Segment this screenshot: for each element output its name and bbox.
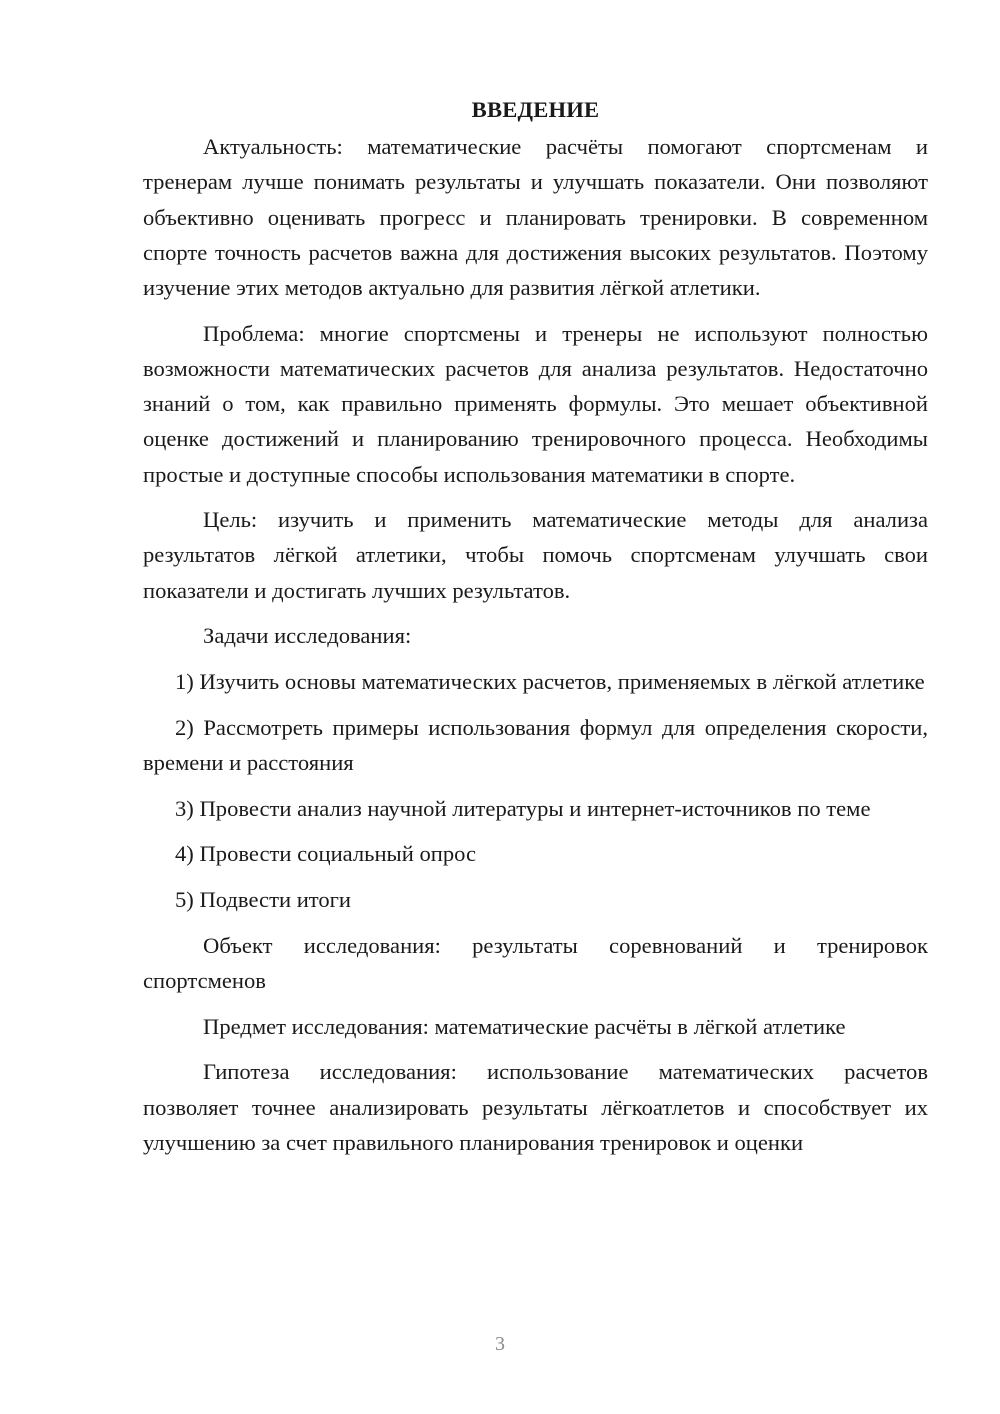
hypothesis-paragraph: Гипотеза исследования: использование математических расчетов позволяет точнее анализировать результаты лёгкоатлетов и способствует их улучшению за счет правильного планирования тренировок и оценки [143, 1059, 928, 1155]
tasks-list [143, 664, 928, 917]
tasks-heading: Задачи исследования: [203, 623, 412, 649]
document-page [143, 92, 928, 1170]
section-title: ВВЕДЕНИЕ [471, 97, 600, 122]
list-item: 3) Провести анализ научной литературы и интернет-источников по теме [175, 795, 871, 821]
list-item: 2) Рассмотреть примеры использования формул для определения скорости, времени и расстояния [143, 714, 928, 775]
list-item: 5) Подвести итоги [175, 887, 352, 913]
goal-paragraph: Цель: изучить и применить математические методы для анализа результатов лёгкой атлетики, чтобы помочь спортсменам улучшать свои показатели и достигать лучших результатов. [143, 507, 928, 603]
relevance-paragraph: Актуальность: математические расчёты помогают спортсменам и тренерам лучше понимать результаты и улучшать показатели. Они позволяют объективно оценивать прогресс и планировать тренировки. В современном спорте точность расчетов важна для достижения высоких результатов. Поэтому изучение этих методов актуально для развития лёгкой атлетики. [143, 134, 928, 301]
list-item: 1) Изучить основы математических расчетов, применяемых в лёгкой атлетике [175, 669, 925, 695]
problem-paragraph: Проблема: многие спортсмены и тренеры не используют полностью возможности математических расчетов для анализа результатов. Недостаточно знаний о том, как правильно применять формулы. Это мешает объективной оценке достижений и планированию тренировочного процесса. Необходимы простые и доступные способы использования математики в спорте. [143, 320, 928, 487]
list-item: 4) Провести социальный опрос [175, 841, 477, 867]
object-paragraph: Объект исследования: результаты соревнований и тренировок спортсменов [143, 932, 928, 993]
subject-paragraph: Предмет исследования: математические расчёты в лёгкой атлетике [203, 1013, 846, 1039]
page-number: 3 [495, 1333, 505, 1355]
